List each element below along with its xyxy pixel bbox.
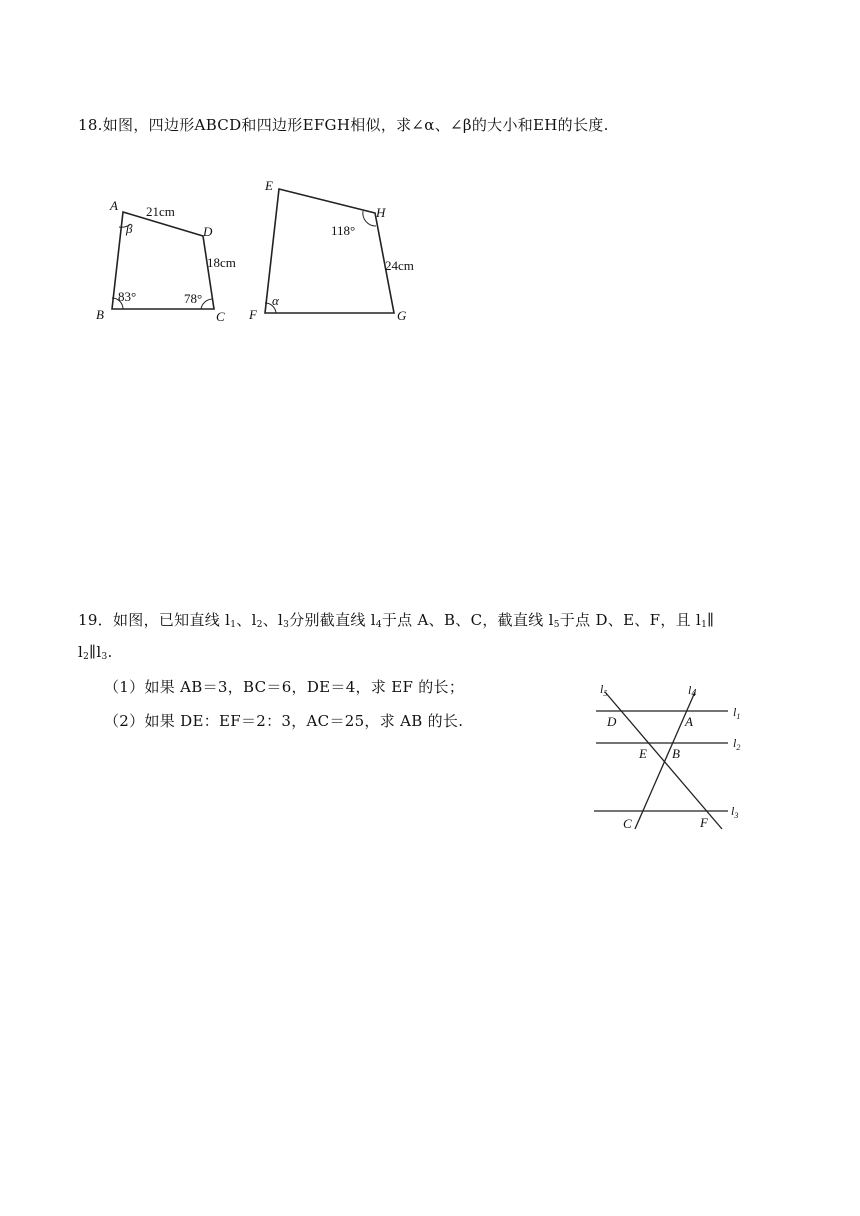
q19-text-part: 19．如图，已知直线 l bbox=[78, 611, 231, 629]
question-19-line-2 bbox=[78, 643, 113, 662]
angle-b-label: 83° bbox=[118, 289, 137, 304]
vertex-g-label: G bbox=[397, 308, 407, 323]
angle-h-label: 118° bbox=[331, 223, 356, 238]
q19-text-part: l bbox=[78, 643, 84, 661]
line-l5-label: $l_5$ bbox=[600, 682, 608, 698]
subscript: 2 bbox=[256, 620, 263, 630]
line-l2-label: $l_2$ bbox=[733, 736, 741, 752]
vertex-a-label: A bbox=[110, 198, 118, 213]
q19-text-part: 于点 A、B、C，截直线 l bbox=[381, 611, 554, 629]
figure-quadrilateral-efgh bbox=[245, 175, 425, 330]
vertex-h-label: H bbox=[376, 205, 386, 220]
angle-c-label: 78° bbox=[184, 291, 203, 306]
point-c-label: C bbox=[623, 816, 632, 831]
point-a-label: A bbox=[685, 714, 693, 729]
angle-alpha-label: α bbox=[272, 293, 279, 308]
angle-beta-label: β bbox=[126, 221, 133, 236]
q19-text-part: . bbox=[107, 643, 113, 661]
subscript: 5 bbox=[553, 620, 560, 630]
q19-text-part: 、l bbox=[236, 611, 257, 629]
subscript: 3 bbox=[101, 652, 108, 662]
point-e-label: E bbox=[639, 746, 647, 761]
figure-quadrilateral-abcd bbox=[90, 195, 240, 330]
point-f-label: F bbox=[700, 815, 708, 830]
q19-text-part: ∥ bbox=[707, 611, 715, 629]
question-19-line-1 bbox=[78, 609, 714, 630]
q19-text-part: 、l bbox=[262, 611, 284, 629]
q19-text-part: ∥l bbox=[89, 643, 102, 661]
side-dc-length: 18cm bbox=[207, 255, 236, 270]
line-l3-label: $l_3$ bbox=[731, 804, 739, 820]
subscript: 1 bbox=[230, 620, 237, 630]
subscript: 1 bbox=[701, 620, 708, 630]
subscript: 4 bbox=[375, 620, 382, 630]
vertex-c-label: C bbox=[216, 309, 225, 324]
q19-text-part: 分别截直线 l bbox=[289, 611, 376, 629]
point-b-label: B bbox=[672, 746, 680, 761]
question-19-part-2: （2）如果 DE：EF＝2：3，AC＝25，求 AB 的长. bbox=[104, 712, 464, 730]
line-l4-label: l4 bbox=[688, 683, 697, 699]
line-l1-label: $l_1$ bbox=[733, 705, 741, 721]
vertex-d-label: D bbox=[203, 224, 213, 239]
question-18-text: 18.如图，四边形ABCD和四边形EFGH相似，求∠α、∠β的大小和EH的长度. bbox=[78, 116, 609, 134]
vertex-b-label: B bbox=[96, 307, 104, 322]
figure-parallel-lines bbox=[590, 680, 750, 830]
vertex-e-label: E bbox=[265, 178, 273, 193]
point-d-label: D bbox=[607, 714, 617, 729]
q19-text-part: 于点 D、E、F，且 l bbox=[559, 611, 702, 629]
vertex-f-label: F bbox=[249, 307, 257, 322]
subscript: 3 bbox=[283, 620, 290, 630]
question-19-part-1: （1）如果 AB＝3，BC＝6，DE＝4，求 EF 的长； bbox=[104, 678, 465, 696]
side-hg-length: 24cm bbox=[385, 258, 414, 273]
side-ad-length: 21cm bbox=[146, 204, 175, 219]
subscript: 2 bbox=[83, 652, 90, 662]
